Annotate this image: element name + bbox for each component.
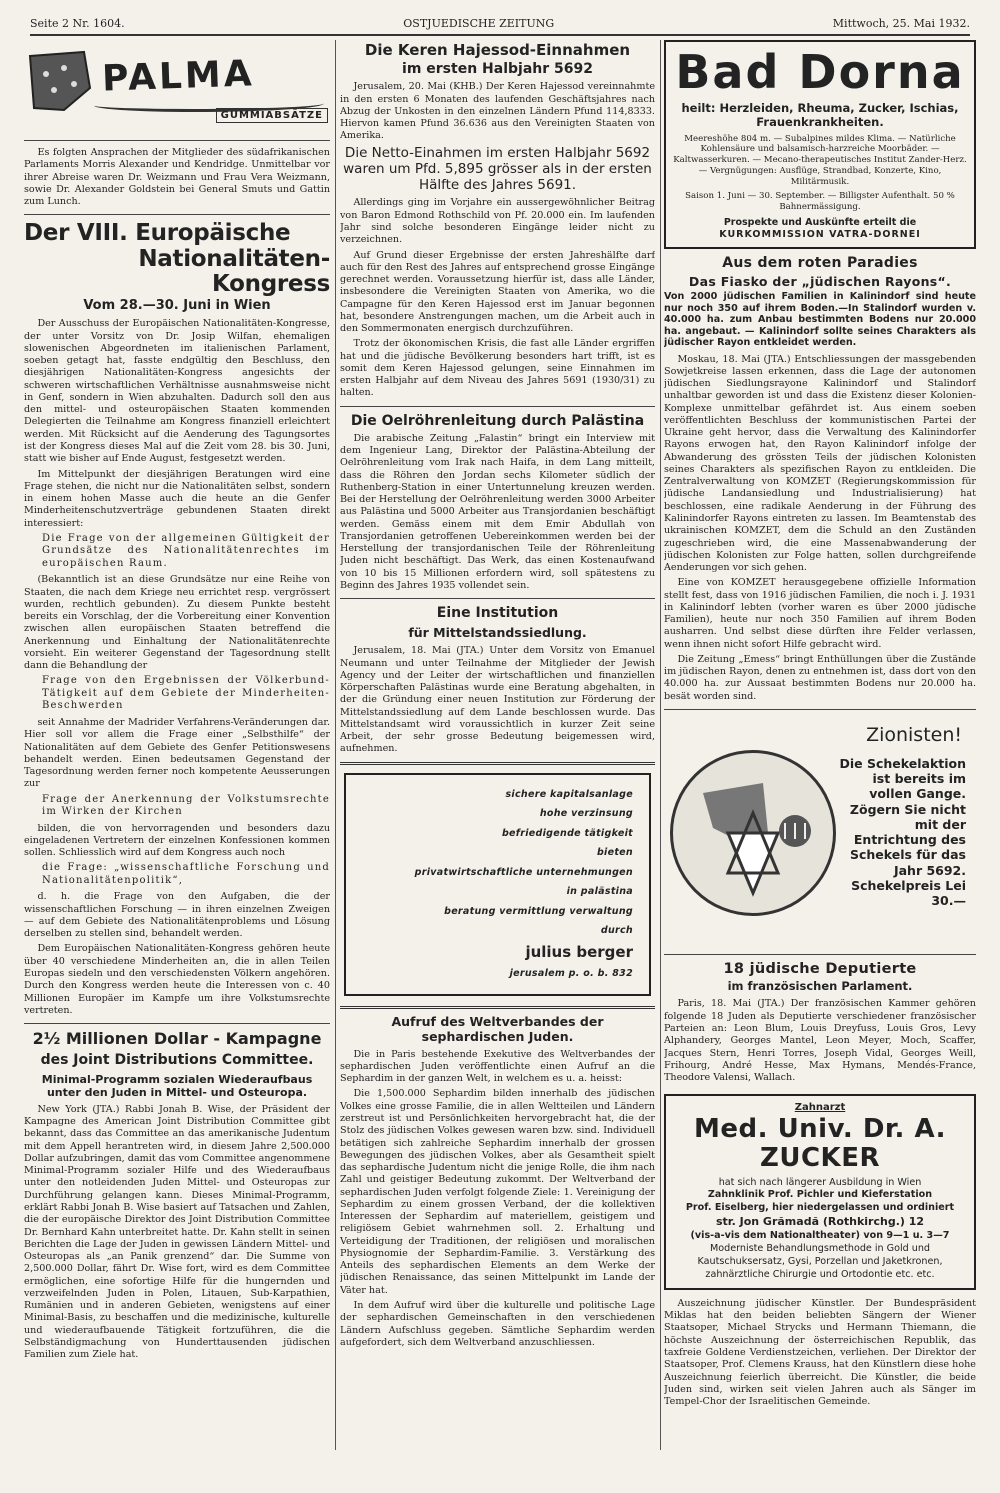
institution-title-2: für Mittelstandssiedlung. (408, 625, 587, 641)
deputierte-title-1: 18 jüdische Deputierte (723, 960, 917, 977)
ad-line: beratung vermittlung verwaltung (444, 905, 633, 917)
zucker-line: (vis-a-vis dem Nationaltheater) von 9—1 u. 3—7 (690, 1230, 950, 1242)
paragraph: d. h. die Frage von den Aufgaben, die der wissenschaftlichen Forschung — in ihren einzelnen Zweigen — auf dem Gebiete des Nationalitätenproblems und Lösung derselben zu stellen sind, behandelt werden. (24, 891, 330, 940)
paragraph: Trotz der ökonomischen Krisis, die fast alle Länder ergriffen hat und die jüdische Bevölkerung besonders hart trifft, ist es somit dem Keren Hajessod gelungen, seine Einnahmen im ersten Halbjahr auf dem Niveau des Jahres 5691 (1930/31) zu halten. (340, 338, 655, 399)
palma-tagline: GUMMIABSÄTZE (216, 108, 328, 123)
joint-title-1: 2½ Millionen Dollar - Kampagne (32, 1029, 322, 1049)
zucker-ad (664, 1094, 976, 1290)
paragraph: Der Ausschuss der Europäischen Nationalitäten-Kongresse, der unter Vorsitz von Dr. Josip Wilfan, ehemaligen slowenischen Abgeordneten im italienischen Parlament, soeben getagt hat, fasste endgültig den Beschluss, den diesjährigen Nationalitäten-Kongress angesichts der schweren wirtschaftlichen Verhältnisse ausnahmsweise nicht in Genf, sondern in Wien abzuhalten. Dadurch soll den aus den mittel- und osteuropäischen Staaten kommenden Delegierten die Teilnahme am Kongress finanziell erleichtert werden. Mit Rücksicht auf die Aenderung des Tagungsortes ist der Kongress dieses Mal auf die Zeit vom 28. bis 30. Juni, statt wie bisher auf Ende August, festgesetzt werden. (24, 318, 330, 465)
paragraph: Jerusalem, 18. Mai (JTA.) Unter dem Vorsitz von Emanuel Neumann und unter Teilnahme der Mitglieder der Jewish Agency und der Leiter der wirtschaftlichen und finanziellen Körperschaften Palästinas wurde eine Beratung abgehalten, in der die Gründung einer neuen Institution zur Förderung der Mittelstandssiedlung auf dem Lande beschlossen wurde. Das Mittelstandsamt wird voraussichtlich in kurzer Zeit seine Arbeit, der sehr grosse Bedeutung beigemessen wird, aufnehmen. (340, 645, 655, 755)
paragraph: seit Annahme der Madrider Verfahrens-Veränderungen dar. Hier soll vor allem die Frage einer „Selbsthilfe“ der Nationalitäten auf dem Gebiete des Genfer Petitionswesens behandelt werden. Einen bedeutsamen Gegenstand der Tagesordnung werden ferner noch kompetente Aeusserungen zur (24, 716, 330, 790)
zucker-line: hat sich nach längerer Ausbildung in Wien (718, 1176, 922, 1188)
paragraph: Die in Paris bestehende Exekutive des Weltverbandes der sephardischen Juden veröffentlichte einen Aufruf an die Sephardim in der ganzen Welt, in welchem es u. a. heisst: (340, 1048, 655, 1085)
dorna-saison: Saison 1. Juni — 30. September. — Billigster Aufenthalt. 50 % Bahnermässigung. (685, 191, 955, 213)
julius-berger-ad (344, 773, 651, 996)
paradies-article (664, 255, 976, 703)
palma-ad (24, 42, 330, 134)
joint-title-2: des Joint Distributions Committee. (40, 1052, 314, 1069)
divider (24, 214, 330, 215)
deputierte-article (664, 961, 976, 1084)
shekel-emblem-icon (670, 750, 836, 916)
aufruf-article (340, 1015, 655, 1349)
paradies-subtitle: Von 2000 jüdischen Familien in Kalinindorf sind heute nur noch 350 auf ihrem Boden.—In Stalindorf wurden v. 40.000 ha. zum Anbau bestimmten Bodens nur 20.000 ha. angebaut. — Kalinindorf sollte seines Charakters als jüdischer Rayon entkleidet werden. (664, 291, 976, 349)
zucker-line: str. Jon Grămadă (Rothkirchg.) 12 (715, 1215, 925, 1229)
bad-dorna-ad (664, 40, 976, 249)
dorna-kommission: KURKOMMISSION VATRA-DORNEI (719, 229, 921, 241)
ad-line: sichere kapitalsanlage (505, 788, 633, 800)
institution-article (340, 605, 655, 755)
divider (340, 1006, 655, 1009)
divider (340, 406, 655, 407)
dorna-prospekte: Prospekte und Auskünfte erteilt die (723, 216, 917, 228)
paragraph: Moskau, 18. Mai (JTA.) Entschliessungen der massgebenden Sowjetkreise lassen erkennen, dass die Lage der autonomen jüdischen Siedlungsrayone Kalinindorf und Stalindorf unhaltbar geworden ist und dass die Existenz dieser Kolonien-Komplexe unmittelbar gefährdet ist. Aus einem soeben veröffentlichten Beschluss der kommunistischen Partei der Ukraine geht hervor, dass die Verwaltung des Kalinindorfer Rayons erwogen hat, den Rayon Kalinindorf infolge der Abwanderung des grössten Teils der jüdischen Kolonisten seines Charakters als spezifischen Rayon zu entkleiden. Die Zentralverwaltung von KOMZET (Regierungskommission für jüdische Landansiedlung und Industrialisierung) hat beschlossen, eine radikale Aenderung in der Führung des Kalinindorfer Rayons eintreten zu lassen. Im Beamtenstab des ukrainischen KOMZET, dem die Schuld an den Zuständen zugeschrieben wird, die eine Massenabwanderung der jüdischen Kolonisten zur Folge hatten, sollen durchgreifende Aenderungen vor sich gehen. (664, 353, 976, 574)
institution-title-1: Eine Institution (436, 605, 559, 622)
paragraph: In dem Aufruf wird über die kulturelle und politische Lage der sephardischen Gemeinschaften in den verschiedenen Ländern Aufschluss gegeben. Sämtliche Sephardim werden aufgefordert, sich dem Weltverband anzuschliessen. (340, 1300, 655, 1348)
zion-text: Die Schekelaktion ist bereits im vollen Gange. Zögern Sie nicht mit der Entrichtung des Schekels für das Jahr 5692. Schekelpreis Lei 30.— (839, 755, 966, 909)
page-number: Seite 2 Nr. 1604. (30, 16, 125, 30)
zucker-label: Zahnarzt (794, 1102, 846, 1114)
paragraph: Jerusalem, 20. Mai (KHB.) Der Keren Hajessod vereinnahmte in den ersten 6 Monaten des laufenden Geschäftsjahres nach Abzug der Unkosten in den einzelnen Ländern Pfund 114,8333. Hiervon kamen Pfund 36.636 aus den Vereinigten Staaten von Amerika. (340, 81, 655, 142)
kuenstler-paragraph: Auszeichnung jüdischer Künstler. Der Bundespräsident Miklas hat den beiden beliebten Sängern der Wiener Staatsoper, Michael Strycks und Hermann Thiemann, die höchste Auszeichnung der österreichischen Republik, das taxfreie Goldene Verdienstzeichen, verliehen. Der Direktor der Staatsoper, Prof. Clemens Krauss, hat den Künstlern diese hohe Auszeichnung feierlich überreicht. Die Künstler, die beide Juden sind, wirken seit vielen Jahren auch als Sänger im Tempel-Chor der Israelitischen Gemeinde. (664, 1297, 976, 1408)
aufruf-title-1: Aufruf des Weltverbandes der (391, 1013, 604, 1029)
issue-date: Mittwoch, 25. Mai 1932. (832, 16, 970, 30)
zucker-line: Moderniste Behandlungsmethode in Gold und Kautschuksersatz, Gysi, Porzellan und Jaketkronen, zahnärztliche Chirurgie und Ortodontie etc. etc. (697, 1243, 943, 1280)
paragraph: Eine von KOMZET herausgegebene offizielle Information stellt fest, dass von 1916 jüdischen Familien, die noch i. J. 1931 in Kalinindorf lebten (vorher waren es über 2000 jüdische Familien), heute nur noch 350 Familien auf ihrem Boden ausharren. Und selbst diese dürften ihre Felder verlassen, wenn ihnen nicht sofort Hilfe gebracht wird. (664, 577, 976, 650)
deputierte-title-2: im französischen Parlament. (727, 978, 913, 993)
paragraph: Auf Grund dieser Ergebnisse der ersten Jahreshälfte darf auch für den Rest des Jahres auf entsprechend grosse Eingänge gerechnet werden. Voraussetzung hierfür ist, dass alle Länder, insbesondere die Vereinigten Staaten von Amerika, wo die Campagne für den Keren Hajessod erst im Januar begonnen hat, besondere Anstrengungen machen, um die Arbeit auch in den Sommermonaten energisch durchzuführen. (340, 249, 655, 335)
header-rule (30, 34, 970, 36)
ad-line: durch (600, 925, 633, 936)
keren-title-2: im ersten Halbjahr 5692 (402, 61, 593, 78)
divider (24, 140, 330, 141)
paradies-title-2: Das Fiasko der „jüdischen Rayons“. (688, 273, 952, 289)
newspaper-name: OSTJUEDISCHE ZEITUNG (403, 16, 555, 30)
divider (24, 1023, 330, 1024)
spaced-quote: die Frage: „wissenschaftliche Forschung und Nationalitätenpolitik“, (42, 862, 330, 886)
divider (664, 954, 976, 955)
paragraph: Die 1,500.000 Sephardim bilden innerhalb des jüdischen Volkes eine grosse Familie, die in allen Weltteilen und Ländern zerstreut ist und Persönlichkeiten hervorgebracht hat, die der Stolz des jüdischen Volkes gewesen waren bzw. sind. Individuell betätigen sich zahlreiche Sephardim innerhalb der grossen Bewegungen des jüdischen Volkes, aber als Gesamtheit spielt das sephardische Judentum nicht die jenige Rolle, die ihm nach Zahl und geistiger Bedeutung zukommt. Der Weltverband der sephardischen Juden verfolgt folgende Ziele: 1. Vereinigung der Sephardim zu einem grossen Verband, der die kollektiven Interessen der Sephardim auf materiellem, geistigem und religiösem Gebiet wahrnehmen soll. 2. Erhaltung und Verteidigung der Traditionen, der religiösen und moralischen Physiognomie der Sephardim-Familie. 3. Verstärkung des Anteils des sephardischen Elements an dem Werke der jüdischen Renaissance, das seinen Mittelpunkt im Lande der Väter hat. (340, 1088, 655, 1296)
divider (664, 709, 976, 710)
ad-line: hohe verzinsung (539, 808, 633, 820)
spaced-quote: Die Frage von der allgemeinen Gültigkeit der Grundsätze des Nationalitätenrechtes im europäischen Raum. (42, 532, 330, 569)
kongress-title-2: Nationalitäten-Kongress (138, 246, 330, 297)
column-divider (335, 40, 336, 1450)
keren-quote: Die Netto-Einahmen im ersten Halbjahr 5692 waren um Pfd. 5,895 grösser als in der ersten Hälfte des Jahres 5691. (343, 144, 652, 193)
paragraph: Allerdings ging im Vorjahre ein aussergewöhnlicher Beitrag von Baron Edmond Rothschild von Pf. 20.000 ein. Im laufenden Jahr sind solche besonderen Eingänge leider nicht zu verzeichnen. (340, 197, 655, 246)
oel-title: Die Oelröhrenleitung durch Palästina (350, 412, 645, 429)
zucker-line: Zahnklinik Prof. Pichler und Kieferstation (707, 1189, 933, 1201)
ad-line: privatwirtschaftliche unternehmungen (414, 866, 633, 878)
dorna-title: Bad Dorna (675, 45, 965, 99)
intro-text: Es folgten Ansprachen der Mitglieder des südafrikanischen Parlaments Morris Alexander und Kendridge. Unmittelbar vor ihrer Abreise waren Dr. Weizmann und Frau Vera Weizmann, sowie Dr. Alexander Goldstein bei General Smuts und Gattin zum Lunch. (24, 147, 330, 208)
column-3 (664, 40, 976, 1480)
paragraph: Die arabische Zeitung „Falastin“ bringt ein Interview mit dem Ingenieur Lang, Direktor der Palästina-Abteilung der Oelröhrenleitung vom Irak nach Haifa, in dem Lang mitteilt, dass die Röhren den Jordan sechs Kilometer südlich der Ruthenberg-Station in einer Untertunnelung kreuzen werden. Bei der Herstellung der Oelröhrenleitung werden 3000 Arbeiter aus Palästina und 5000 Arbeiter aus Transjordanien beschäftigt werden. Gemäss einem mit dem Emir Abdullah von Transjordanien getroffenen Uebereinkommen werden bei der Herstellung der transjordanischen Teile der Röhrenleitung Juden nicht beschäftigt. Das Werk, das einen Kostenaufwand von 10 bis 15 Millionen erfordern wird, soll spätestens zu Beginn des Jahres 1935 vollendet sein. (340, 432, 655, 591)
zucker-name: Med. Univ. Dr. A. ZUCKER (694, 1114, 946, 1173)
paragraph: Paris, 18. Mai (JTA.) Der französischen Kammer gehören folgende 18 Juden als Deputierte verschiedener französischer Parteien an: Leon Blum, Louis Dreyfuss, Louis Gros, Levy Alphandery, Georges Mantel, Leon Meyer, Moch, Scaffer, Jacques Stern, Henri Torres, Joseph Vidal, Georges Weill, Frihourg, André Hesse, Max Hymans, Mendés-France, Theodore Valensi, Wallach. (664, 998, 976, 1084)
paragraph: (Bekanntlich ist an diese Grundsätze nur eine Reihe von Staaten, die nach dem Kriege neu errichtet resp. vergrössert wurden, rechtlich gebunden). Zu diesem Punkte besteht bereits ein Vorschlag, der die Vorbereitung einer Konvention zwischen allen europäischen Staaten betreffend die Anerkennung und Einhaltung der Nationalitätenrechte vorsieht. Ein weiterer Gegenstand der Tagesordnung stellt dann die Behandlung der (24, 574, 330, 672)
ad-line: bieten (596, 847, 633, 859)
aufruf-title-2: sephardischen Juden. (421, 1029, 574, 1045)
ad-address: jerusalem p. o. b. 832 (509, 968, 633, 980)
paragraph: Dem Europäischen Nationalitäten-Kongress gehören heute über 40 verschiedene Minderheiten an, die in allen Teilen Europas siedeln und den verschiedensten Völkern angehören. Durch den Kongress werden heute die Interessen von c. 40 Millionen Europäer im Kampfe um ihre Volkstumsrechte vertreten. (24, 943, 330, 1016)
keren-title-1: Die Keren Hajessod-Einnahmen (364, 41, 631, 59)
paragraph: New York (JTA.) Rabbi Jonah B. Wise, der Präsident der Kampagne des American Joint Distribution Committee gibt bekannt, dass das Committee an das amerikanische Judentum mit dem Appell herantreten wird, in diesem Jahre 2,500.000 Dollar aufzubringen, damit das vom Committee angenommene Minimal-Programm sozialer Hilfe und des Wiederaufbaus unter den notleidenden Juden Mittel- und Osteuropas zur Durchführung gelangen kann. Dieses Minimal-Programm, erklärt Rabbi Jonah B. Wise basiert auf Tatsachen und Zahlen, die der europäische Direktor des Joint Distribution Committee Dr. Bernhard Kahn unterbreitet hatte. Dr. Kahn stellt in seinen Berichten die Lage der Juden in gewissen Ländern Mittel- und Osteuropas als „an Panik grenzend“ dar. Die Summe von 2,500.000 Dollar, fährt Dr. Wise fort, wird es dem Committee ermöglichen, eine sofortige Hilfe für die hungernden und verzweifelnden Juden in Polen, Litauen, Sub-Karpathien, Rumänien und in anderen Gebieten, wenigstens auf einer Minimal-Basis, zu beschaffen und die medizinische, kulturelle und wiederaufbauende Tätigkeit fortzuführen, die die Selbständigmachung von Hunderttausenden jüdischen Familien zum Ziele hat. (24, 1103, 330, 1361)
kongress-article (24, 221, 330, 1017)
dorna-heilt: heilt: Herzleiden, Rheuma, Zucker, Ischias, Frauenkrankheiten. (681, 101, 959, 130)
joint-subtitle: Minimal-Programm sozialen Wiederaufbaus unter den Juden in Mittel- und Osteuropa. (41, 1072, 313, 1099)
column-2 (340, 40, 655, 1470)
palma-brand: PALMA (101, 53, 256, 100)
spaced-quote: Frage der Anerkennung der Volkstumsrechte im Wirken der Kirchen (42, 793, 330, 818)
column-1 (24, 40, 330, 1460)
ad-line: befriedigende tätigkeit (501, 827, 633, 839)
zionisten-ad (664, 720, 976, 948)
column-divider (660, 40, 661, 1450)
kongress-title-1: Der VIII. Europäische (24, 220, 291, 247)
paragraph: Die Zeitung „Emess“ bringt Enthüllungen über die Zustände im jüdischen Rayon, denen zu entnehmen ist, dass dort von den 40.000 ha. zur Aussaat bestimmten Bodens nur 20.000 ha. besät worden sind. (664, 653, 976, 702)
zucker-line: Prof. Eiselberg, hier niedergelassen und ordiniert (685, 1202, 955, 1214)
oel-article (340, 413, 655, 593)
ad-company-name: julius berger (525, 943, 633, 962)
keren-article (340, 42, 655, 400)
divider (340, 598, 655, 599)
divider (340, 762, 655, 765)
paragraph: bilden, die von hervorragenden und besonders dazu eingeladenen Vertretern der einzelnen Konfessionen kommen sollen. Schliesslich wird auf dem Kongress auch noch (24, 822, 330, 859)
dorna-details: Meereshöhe 804 m. — Subalpines mildes Klima. — Natürliche Kohlensäure und balsamisch-harzreiche Moorbäder. — Kaltwasserkuren. — Mecano-therapeutisches Institut Zander-Herz. — Vergnügungen: Ausflüge, Strandbad, Konzerte, Kino, Militärmusik. (673, 133, 967, 187)
page-header (30, 12, 970, 34)
spaced-quote: Frage von den Ergebnissen der Völkerbund-Tätigkeit auf dem Gebiete der Minderheiten-Beschwerden (42, 675, 330, 712)
ad-line: in palästina (566, 886, 633, 898)
joint-article (24, 1030, 330, 1361)
paragraph: Im Mittelpunkt der diesjährigen Beratungen wird eine Frage stehen, die nicht nur die Nationalitäten selbst, sondern in einem hohen Masse auch die heute an die Genfer Minderheitenschutzverträge gebundenen Staaten direkt interessiert: (24, 468, 330, 529)
paradies-title-1: Aus dem roten Paradies (722, 254, 918, 271)
heel-icon (24, 48, 96, 118)
kongress-subtitle: Vom 28.—30. Juni in Wien (83, 297, 271, 313)
zion-title: Zionisten! (866, 723, 962, 746)
